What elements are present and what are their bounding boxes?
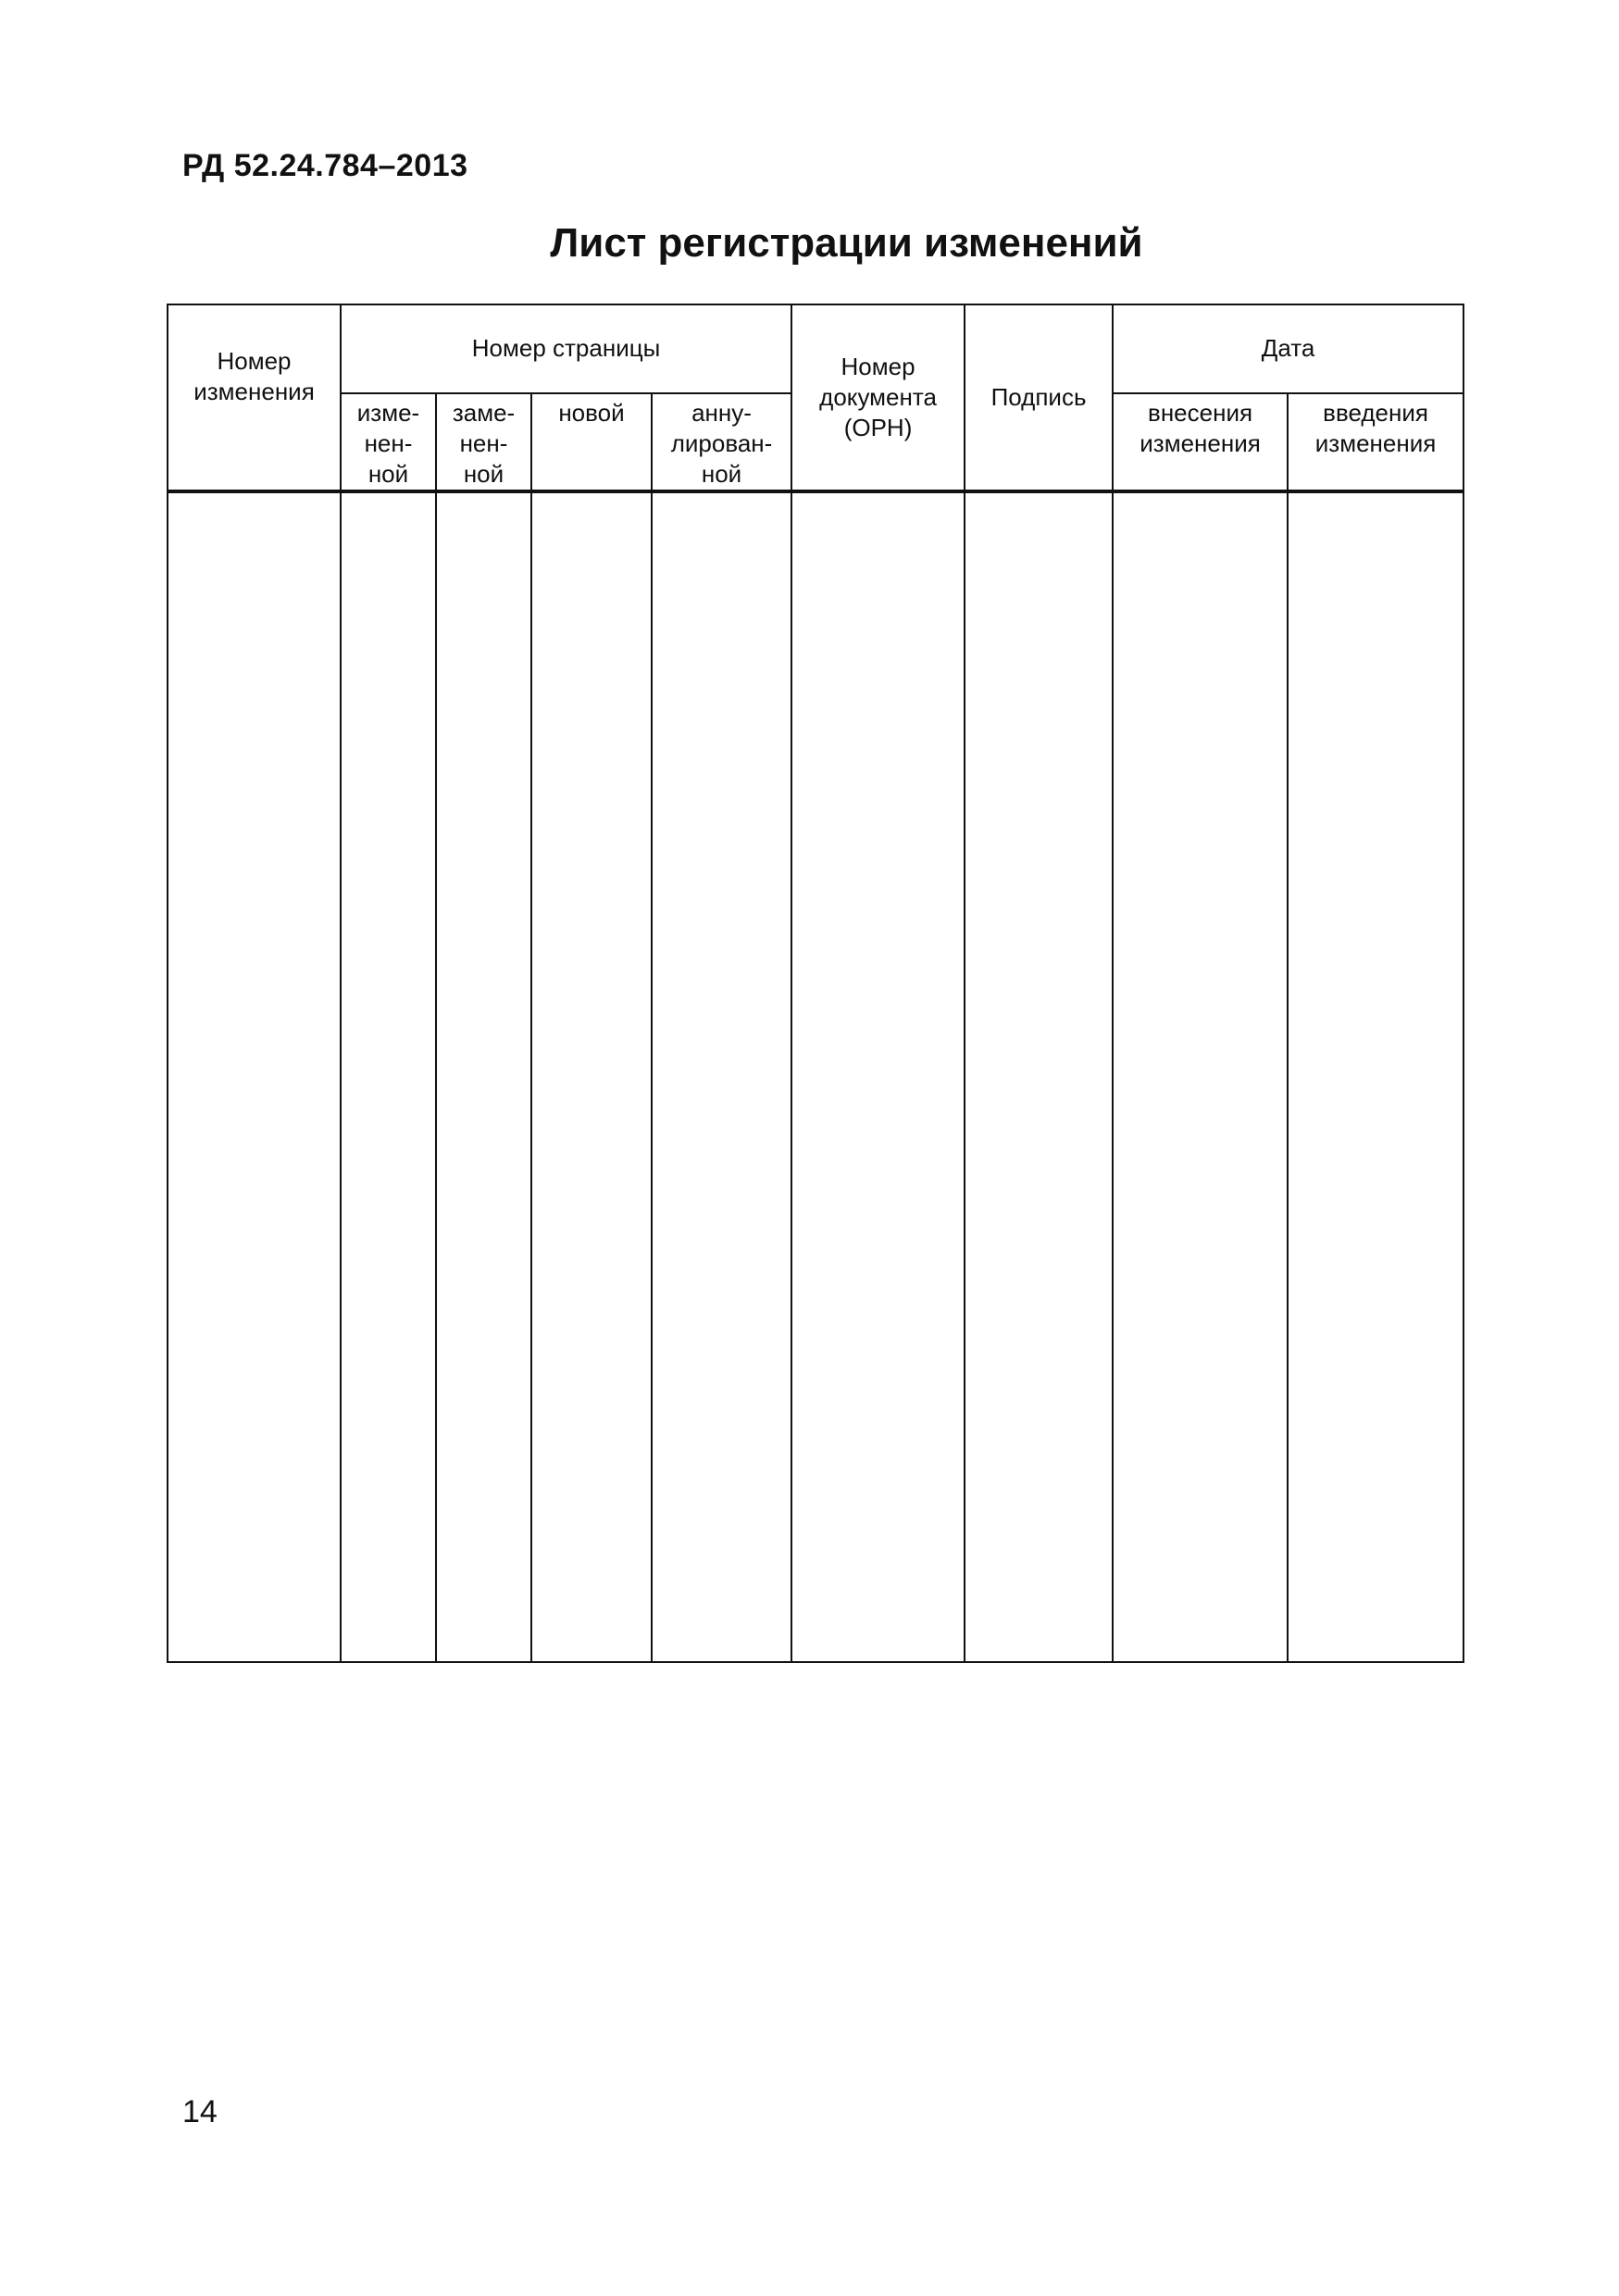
header-replaced-pages-label: заме- нен- ной	[452, 399, 516, 488]
header-page-number-group	[341, 304, 791, 393]
header-signature-label: Подпись	[990, 383, 1087, 411]
cell-signature	[965, 491, 1113, 1662]
header-signature	[965, 304, 1113, 491]
header-document-number	[791, 304, 965, 491]
page-title: Лист регистрации изменений	[550, 220, 1143, 266]
header-annulled-pages	[652, 393, 791, 491]
cell-document-number	[791, 491, 965, 1662]
header-date-label: Дата	[1261, 334, 1315, 362]
header-changed-pages-label: изме- нен- ной	[356, 399, 420, 488]
header-change-number	[168, 304, 341, 491]
header-date-introduction-label: введения изменения	[1314, 399, 1437, 457]
header-changed-pages	[341, 393, 436, 491]
cell-date-introduction	[1288, 491, 1463, 1662]
header-page-number-label: Номер страницы	[471, 334, 661, 362]
cell-change-number	[168, 491, 341, 1662]
cell-replaced-pages	[436, 491, 531, 1662]
header-annulled-pages-label: анну- лирован- ной	[670, 399, 773, 488]
header-new-pages	[531, 393, 652, 491]
header-document-number-label: Номер документа (ОРН)	[819, 353, 937, 441]
header-replaced-pages	[436, 393, 531, 491]
header-change-number-label: Номер изменения	[193, 347, 315, 405]
cell-annulled-pages	[652, 491, 791, 1662]
header-date-introduction	[1288, 393, 1463, 491]
header-date-group	[1113, 304, 1463, 393]
header-date-entry	[1113, 393, 1288, 491]
header-date-entry-label: внесения изменения	[1140, 399, 1261, 457]
cell-date-entry	[1113, 491, 1288, 1662]
change-registration-table	[167, 304, 1464, 1663]
header-new-pages-label: новой	[558, 399, 625, 427]
cell-changed-pages	[341, 491, 436, 1662]
table-row	[168, 491, 1463, 1662]
cell-new-pages	[531, 491, 652, 1662]
page-number: 14	[182, 2094, 218, 2129]
document-code: РД 52.24.784–2013	[182, 148, 468, 183]
